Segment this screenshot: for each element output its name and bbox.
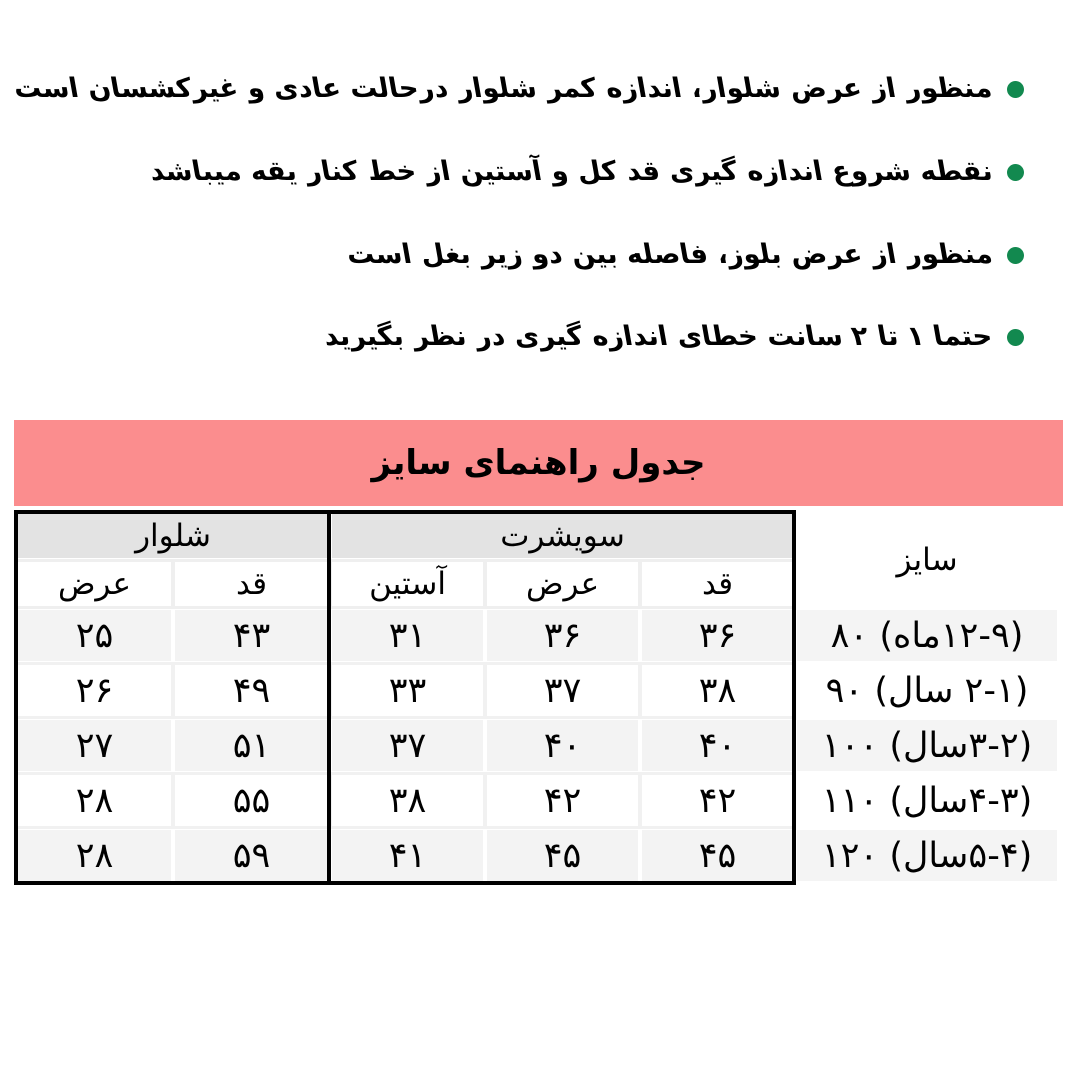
sweat-width-value: ۴۲ [487, 775, 638, 826]
table-row [18, 830, 1057, 881]
column-header-pants-width: عرض [18, 562, 171, 606]
note-item [14, 155, 1024, 189]
size-table [14, 510, 1061, 885]
pants-width-value: ۲۷ [18, 720, 171, 771]
size-label: (۳-۲سال) ۱۰۰ [797, 720, 1057, 771]
column-header-size: سایز [896, 542, 958, 578]
pants-width-value: ۲۵ [18, 610, 171, 661]
sweat-width-value: ۳۶ [487, 610, 638, 661]
sleeve-value: ۳۷ [332, 720, 483, 771]
note-text: حتما ۱ تا ۲ سانت خطای اندازه گیری در نظر بگیرید [321, 321, 995, 353]
size-label: (۱۲-۹ماه) ۸۰ [797, 610, 1057, 661]
note-text: منظور از عرض شلوار، اندازه کمر شلوار درحالت عادی و غیرکشسان است [11, 73, 995, 104]
size-label: (۲-۱ سال) ۹۰ [797, 665, 1057, 716]
sweat-length-value: ۴۵ [642, 830, 793, 881]
pants-length-value: ۵۵ [175, 775, 328, 826]
size-label: (۵-۴سال) ۱۲۰ [797, 830, 1057, 881]
sweat-length-value: ۴۲ [642, 775, 793, 826]
column-header-sweat-length: قد [642, 562, 793, 606]
note-text: منظور از عرض بلوز، فاصله بین دو زیر بغل است [344, 238, 995, 270]
sweat-length-value: ۳۶ [642, 610, 793, 661]
sweat-width-value: ۴۰ [487, 720, 638, 771]
measurement-notes [11, 72, 1024, 403]
pants-length-value: ۵۱ [175, 720, 328, 771]
table-row [18, 720, 1057, 771]
note-item [14, 238, 1024, 272]
bullet-dot-icon [1007, 329, 1024, 346]
sleeve-value: ۳۳ [332, 665, 483, 716]
sweat-width-value: ۳۷ [487, 665, 638, 716]
sleeve-value: ۴۱ [332, 830, 483, 881]
pants-length-value: ۴۹ [175, 665, 328, 716]
column-header-sleeve: آستین [332, 562, 483, 606]
group-header-pants: شلوار [18, 514, 328, 558]
column-header-pants-length: قد [175, 562, 328, 606]
pants-length-value: ۴۳ [175, 610, 328, 661]
column-header-sweat-width: عرض [487, 562, 638, 606]
sweat-length-value: ۳۸ [642, 665, 793, 716]
table-row [18, 775, 1057, 826]
table-row [18, 610, 1057, 661]
pants-width-value: ۲۶ [18, 665, 171, 716]
pants-width-value: ۲۸ [18, 775, 171, 826]
size-guide-title-bar [14, 420, 1063, 506]
sleeve-value: ۳۱ [332, 610, 483, 661]
size-label: (۴-۳سال) ۱۱۰ [797, 775, 1057, 826]
pants-width-value: ۲۸ [18, 830, 171, 881]
size-guide-title: جدول راهنمای سایز [371, 443, 706, 483]
group-header-row [18, 514, 1057, 558]
sweat-length-value: ۴۰ [642, 720, 793, 771]
bullet-dot-icon [1007, 247, 1024, 264]
bullet-dot-icon [1007, 81, 1024, 98]
note-text: نقطه شروع اندازه گیری قد کل و آستین از خط کنار یقه میباشد [147, 155, 995, 187]
sleeve-value: ۳۸ [332, 775, 483, 826]
size-table-container [14, 510, 1061, 885]
note-item [14, 320, 1024, 354]
table-row [18, 665, 1057, 716]
bullet-dot-icon [1007, 164, 1024, 181]
sweat-width-value: ۴۵ [487, 830, 638, 881]
note-item [11, 72, 1024, 106]
group-header-sweatshirt: سویشرت [332, 514, 793, 558]
pants-length-value: ۵۹ [175, 830, 328, 881]
